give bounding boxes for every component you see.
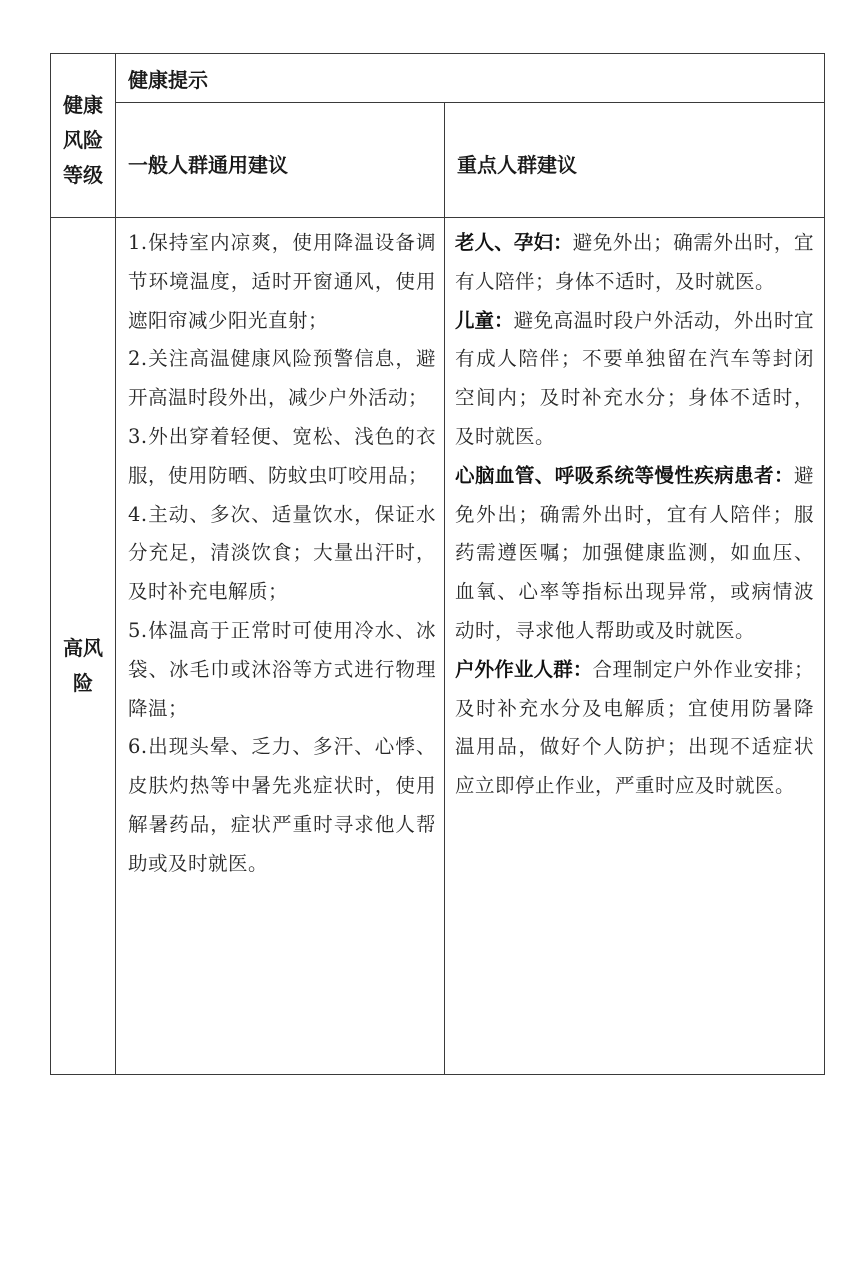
key-group-label: 心脑血管、呼吸系统等慢性疾病患者： [455, 463, 794, 487]
key-group-label: 儿童： [455, 308, 514, 332]
level-column-header [51, 54, 116, 218]
health-hint-header: 健康提示 [116, 54, 825, 103]
key-group-text: 合理制定户外作业安排；及时补充水分及电解质；宜使用防暑降温用品，做好个人防护；出现不适症状应立即停止作业，严重时应及时就医。 [455, 657, 814, 798]
general-advice-item: 4.主动、多次、适量饮水，保证水分充足，清淡饮食；大量出汗时，及时补充电解质； [128, 502, 436, 604]
key-group-text: 避免高温时段户外活动，外出时宜有成人陪伴；不要单独留在汽车等封闭空间内；及时补充水分；身体不适时，及时就医。 [455, 308, 814, 448]
risk-level-line-1: 高风 [63, 636, 103, 660]
key-group-elderly-pregnant [455, 224, 814, 302]
risk-level-cell [51, 218, 116, 1075]
level-header-line-1: 健康 [63, 93, 103, 117]
key-group-label: 老人、孕妇： [455, 231, 573, 254]
key-population-header: 重点人群建议 [445, 103, 825, 218]
general-advice-item: 5.体温高于正常时可使用冷水、冰袋、冰毛巾或沐浴等方式进行物理降温； [128, 618, 436, 720]
key-group-outdoor-workers [455, 651, 814, 806]
key-group-chronic-patients [455, 457, 814, 651]
general-population-header: 一般人群通用建议 [116, 103, 445, 218]
key-group-label: 户外作业人群： [455, 657, 593, 681]
general-advice-item: 3.外出穿着轻便、宽松、浅色的衣服，使用防晒、防蚊虫叮咬用品； [128, 424, 436, 487]
key-group-text: 避免外出；确需外出时，宜有人陪伴；服药需遵医嘱；加强健康监测，如血压、血氧、心率等指标出现异常，或病情波动时，寻求他人帮助或及时就医。 [455, 463, 814, 642]
general-advice-item: 2.关注高温健康风险预警信息，避开高温时段外出，减少户外活动； [128, 347, 436, 410]
level-header-line-3: 等级 [63, 163, 103, 187]
risk-level-line-2: 险 [73, 671, 93, 695]
health-risk-table [50, 53, 825, 1075]
general-advice-item: 6.出现头晕、乏力、多汗、心悸、皮肤灼热等中暑先兆症状时，使用解暑药品，症状严重时寻求他人帮助或及时就医。 [128, 735, 436, 875]
key-group-text: 避免外出；确需外出时，宜有人陪伴；身体不适时，及时就医。 [455, 231, 814, 293]
level-header-line-2: 风险 [63, 128, 103, 152]
general-advice-cell [116, 218, 445, 1075]
key-advice-cell [445, 218, 825, 1075]
general-advice-item: 1.保持室内凉爽，使用降温设备调节环境温度，适时开窗通风，使用遮阳帘减少阳光直射； [128, 231, 436, 332]
key-group-children [455, 302, 814, 457]
